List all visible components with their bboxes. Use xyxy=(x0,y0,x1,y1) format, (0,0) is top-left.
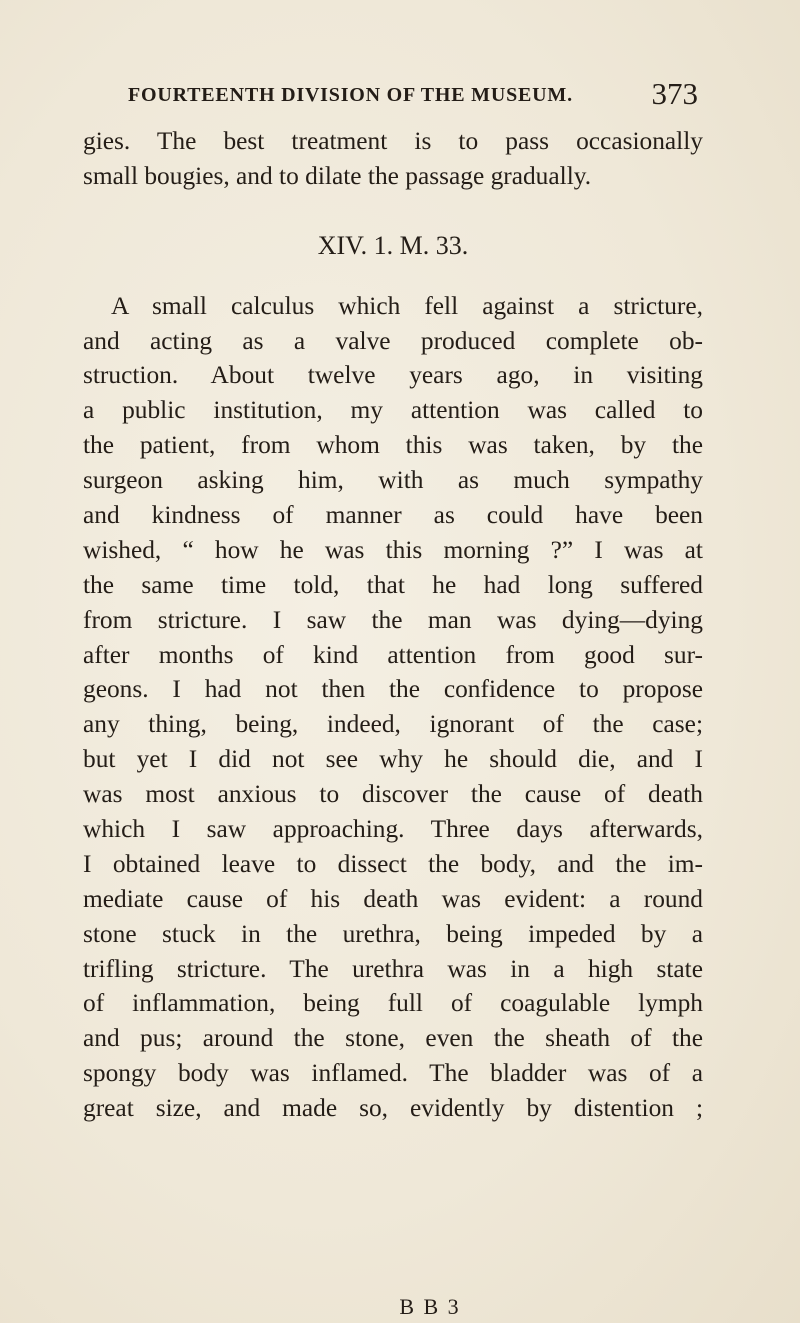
text-line: after months of kind attention from good sur- xyxy=(83,640,703,669)
page-number: 373 xyxy=(651,76,698,111)
text-line: but yet I did not see why he should die, and I xyxy=(83,745,703,774)
section-heading: XIV. 1. M. 33. xyxy=(317,230,469,260)
text-line: any thing, being, indeed, ignorant of the case; xyxy=(83,710,703,739)
running-head: FOURTEENTH DIVISION OF THE MUSEUM. xyxy=(128,84,573,106)
signature-mark: B B 3 xyxy=(399,1294,461,1319)
text-line: from stricture. I saw the man was dying—dying xyxy=(83,605,703,634)
text-line: a public institution, my attention was called to xyxy=(83,396,703,425)
text-line: wished, “ how he was this morning ?” I was at xyxy=(83,535,703,564)
text-line: of inflammation, being full of coagulable lymph xyxy=(83,989,703,1018)
body-text xyxy=(83,124,703,1126)
text-line: trifling stricture. The urethra was in a high state xyxy=(83,954,703,983)
page-header xyxy=(128,76,698,116)
text-line: mediate cause of his death was evident: a round xyxy=(83,884,703,913)
text-line: A small calculus which fell against a stricture, xyxy=(111,291,703,320)
text-line: struction. About twelve years ago, in visiting xyxy=(83,361,703,390)
text-line: spongy body was inflamed. The bladder was of a xyxy=(83,1059,703,1088)
text-line: small bougies, and to dilate the passage gradually. xyxy=(83,161,592,190)
text-line: and acting as a valve produced complete ob- xyxy=(83,326,703,355)
text-line: and pus; around the stone, even the sheath of the xyxy=(83,1024,703,1053)
text-line: and kindness of manner as could have been xyxy=(83,501,703,530)
text-line: the patient, from whom this was taken, by the xyxy=(83,431,703,460)
text-line: geons. I had not then the confidence to propose xyxy=(83,675,703,704)
text-line: was most anxious to discover the cause of death xyxy=(83,780,703,809)
text-line: gies. The best treatment is to pass occasionally xyxy=(83,127,703,155)
text-line: I obtained leave to dissect the body, and the im- xyxy=(83,849,703,878)
text-line: great size, and made so, evidently by distention ; xyxy=(83,1094,703,1123)
specimen-paragraph xyxy=(83,289,703,1126)
text-line: surgeon asking him, with as much sympathy xyxy=(83,466,703,495)
text-line: which I saw approaching. Three days afterwards, xyxy=(83,815,703,844)
text-line: the same time told, that he had long suffered xyxy=(83,570,703,599)
text-line: stone stuck in the urethra, being impeded by a xyxy=(83,919,703,948)
